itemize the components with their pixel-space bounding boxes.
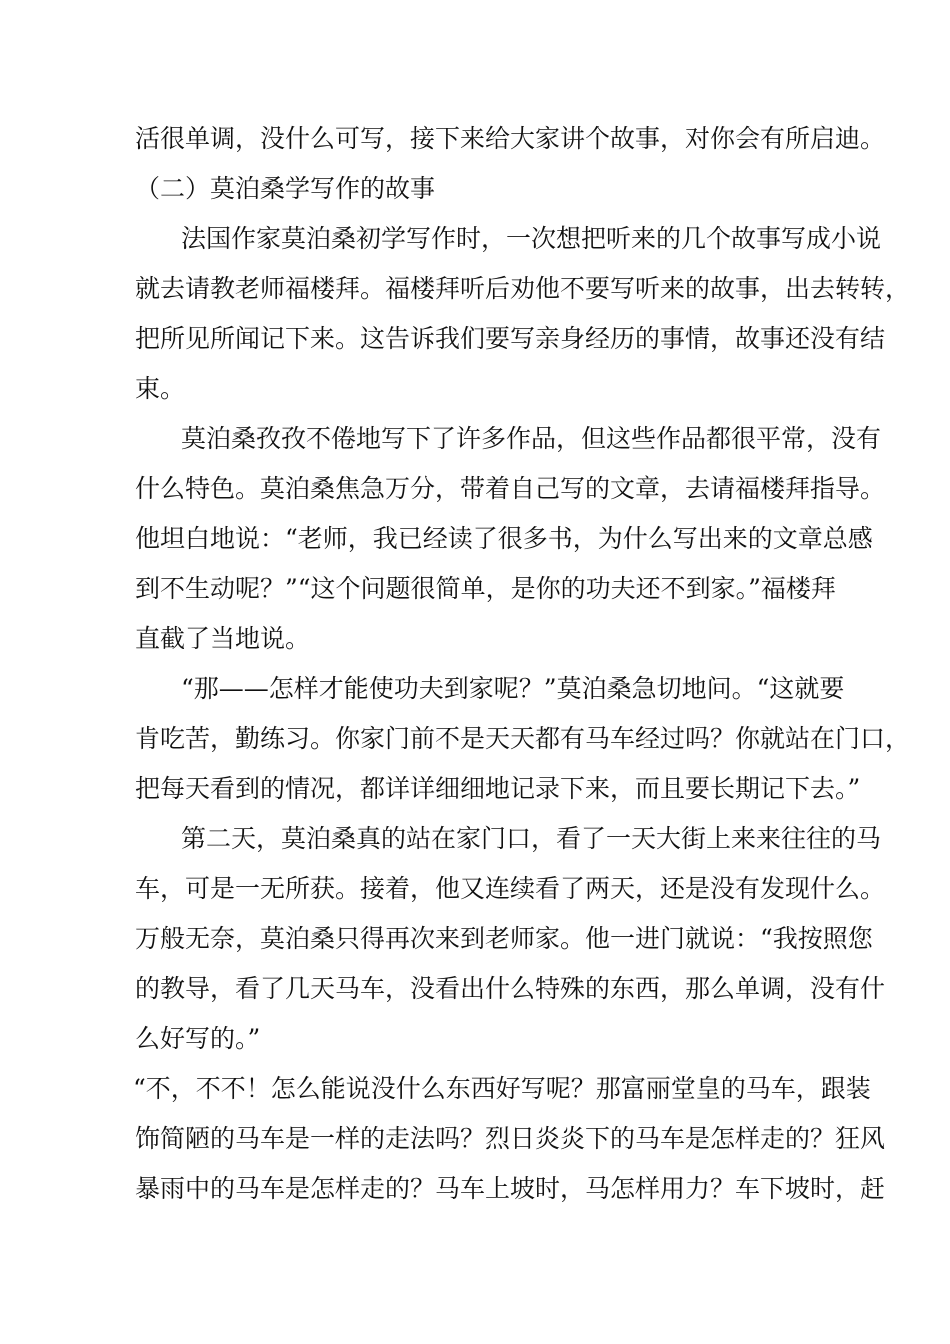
text-line: 车，可是一无所获。接着，他又连续看了两天，还是没有发现什么。 [135,874,886,903]
text-line: 束。 [135,374,186,403]
text-line: 么好写的。” [135,1024,261,1053]
text-line: 暴雨中的马车是怎样走的？马车上坡时，马怎样用力？车下坡时，赶 [135,1174,886,1203]
text-line: 活很单调，没什么可写，接下来给大家讲个故事，对你会有所启迪。 [135,124,886,153]
text-line: 饰简陋的马车是一样的走法吗？烈日炎炎下的马车是怎样走的？狂风 [135,1124,886,1153]
text-line: “不，不不！怎么能说没什么东西好写呢？那富丽堂皇的马车，跟装 [133,1074,871,1103]
text-line: 把所见所闻记下来。这告诉我们要写亲身经历的事情，故事还没有结 [135,324,886,353]
text-line: 到不生动呢？”“这个问题很简单，是你的功夫还不到家。”福楼拜 [135,574,836,603]
text-line: 第二天，莫泊桑真的站在家门口，看了一天大街上来来往往的马 [181,824,882,853]
text-line: 莫泊桑孜孜不倦地写下了许多作品，但这些作品都很平常，没有 [181,424,882,453]
text-line: 肯吃苦，勤练习。你家门前不是天天都有马车经过吗？你就站在门口， [135,724,911,753]
text-line: 万般无奈，莫泊桑只得再次来到老师家。他一进门就说：“我按照您 [135,924,873,953]
text-line: 就去请教老师福楼拜。福楼拜听后劝他不要写听来的故事，出去转转， [135,274,911,303]
text-line: 法国作家莫泊桑初学写作时，一次想把听来的几个故事写成小说 [181,224,882,253]
text-line: “那——怎样才能使功夫到家呢？”莫泊桑急切地问。“这就要 [181,674,845,703]
section-heading: （二）莫泊桑学写作的故事 [135,174,436,203]
text-line: 他坦白地说：“老师，我已经读了很多书，为什么写出来的文章总感 [135,524,873,553]
text-line: 把每天看到的情况，都详详细细地记录下来，而且要长期记下去。” [135,774,861,803]
text-line: 什么特色。莫泊桑焦急万分，带着自己写的文章，去请福楼拜指导。 [135,474,886,503]
text-line: 直截了当地说。 [135,624,311,653]
text-line: 的教导，看了几天马车，没看出什么特殊的东西，那么单调，没有什 [135,974,886,1003]
